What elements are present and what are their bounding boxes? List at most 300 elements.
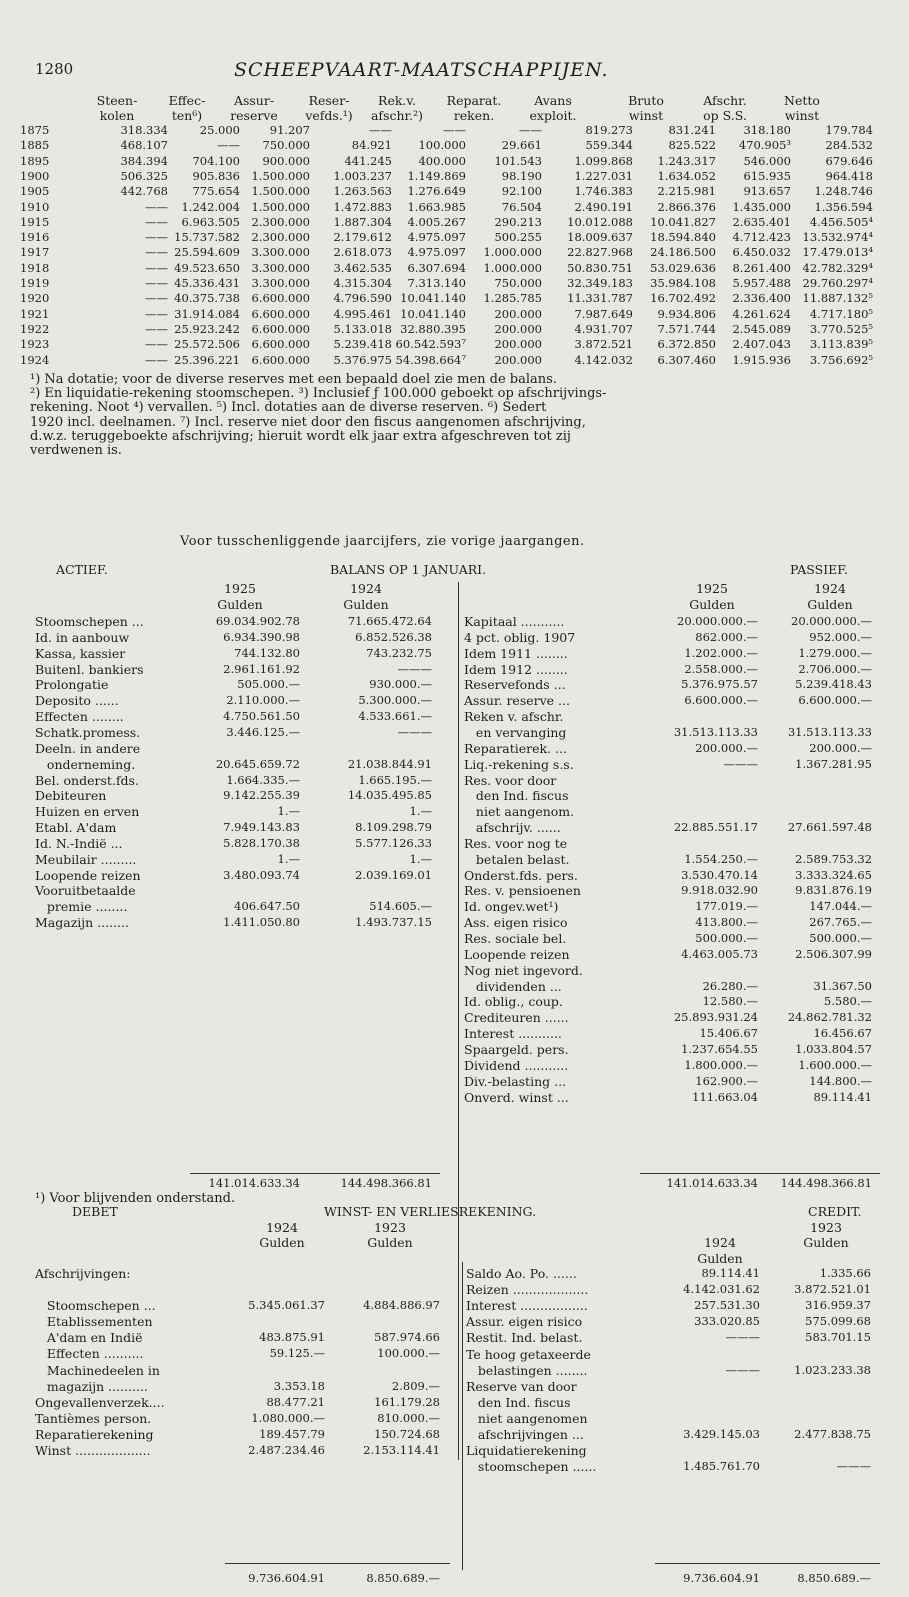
actief-1925: 3.446.125.— (226, 724, 300, 739)
actief-1925: 1.— (277, 851, 300, 866)
history-cell: 11.887.132⁵ (802, 291, 873, 306)
balans-year: 1925 (696, 581, 728, 596)
wv-credit-heading: CREDIT. (808, 1204, 862, 1219)
history-cell: 400.000 (418, 153, 466, 168)
passief-label: Reservefonds ... (464, 677, 566, 693)
credit-label: Reizen ................... (466, 1282, 589, 1298)
credit-label: afschrijvingen ... (466, 1427, 584, 1442)
history-cell: 6.372.850 (657, 337, 716, 352)
history-cell: 18.009.637 (567, 230, 633, 245)
passief-1925: 177.019.— (695, 899, 758, 914)
credit-1924: ——— (725, 1362, 760, 1377)
history-cell: 1.634.052 (657, 168, 716, 183)
passief-1925: ——— (723, 756, 758, 771)
credit-1923: 583.701.15 (805, 1330, 871, 1345)
history-cell: 318.180 (743, 123, 791, 137)
passief-1925: 3.530.470.14 (681, 867, 758, 882)
history-cell: 750.000 (494, 276, 542, 290)
credit-label: Assur. eigen risico (466, 1314, 583, 1330)
history-cell: 25.000 (199, 123, 240, 137)
passief-1925: 4.463.005.73 (681, 946, 758, 961)
history-cell: 4.975.097 (407, 230, 466, 245)
passief-total-rule (640, 1173, 880, 1174)
history-cell: —— (145, 214, 168, 229)
wv-year: 1924 (704, 1235, 736, 1250)
passief-label: Idem 1911 ........ (464, 645, 568, 661)
debet-1924: 59.125.— (269, 1346, 325, 1361)
passief-1925: 2.558.000.— (684, 661, 758, 676)
credit-total-1923: 8.850.689.— (797, 1571, 871, 1585)
passief-label: Res. sociale bel. (464, 931, 567, 946)
history-cell: 200.000 (494, 337, 542, 352)
passief-1924: 147.044.— (809, 899, 872, 914)
history-cell: 831.241 (668, 123, 716, 137)
debet-label: Effecten .......... (35, 1346, 144, 1362)
history-footnote: 1920 incl. deelnamen. ⁷) Incl. reserve niet door den fiscus aangenomen afschrijving, (30, 414, 586, 430)
history-cell: —— (443, 123, 466, 137)
actief-1925: 2.110.000.— (226, 693, 300, 708)
passief-total-1924: 144.498.366.81 (780, 1176, 872, 1190)
passief-1924: 267.765.— (809, 915, 872, 930)
passief-1924: 2.589.753.32 (795, 851, 872, 866)
passief-1925: 9.918.032.90 (681, 883, 758, 898)
passief-1924: 952.000.— (809, 629, 872, 644)
history-cell: 18.594.840 (650, 230, 716, 245)
actief-1924: 930.000.— (369, 677, 432, 692)
actief-label: Id. in aanbouw (35, 629, 130, 645)
history-cell: 100.000 (418, 138, 466, 153)
actief-label: Buitenl. bankiers (35, 661, 144, 677)
credit-1924: 257.531.30 (694, 1298, 760, 1313)
passief-label: Id. ongev.wet¹) (464, 899, 559, 915)
wv-year: 1923 (810, 1220, 842, 1235)
history-cell: 3.462.535 (333, 260, 392, 275)
history-cell: 6.307.694 (407, 260, 466, 275)
history-cell: 1.500.000 (251, 184, 310, 199)
passief-1924: 500.000.— (809, 931, 872, 945)
history-cell: 679.646 (825, 153, 873, 168)
balans-actief-heading: ACTIEF. (56, 562, 108, 577)
history-cell: 1.099.868 (574, 153, 633, 168)
history-year: 1923 (20, 337, 50, 352)
history-cell: 200.000 (494, 321, 542, 336)
passief-1925: 1.237.654.55 (681, 1041, 758, 1056)
history-cell: 1.285.785 (483, 291, 542, 306)
history-cell: 1.663.985 (407, 199, 466, 214)
history-cell: 1.243.317 (657, 153, 716, 168)
history-cell: 22.827.968 (567, 245, 633, 260)
credit-1924: 3.429.145.03 (683, 1427, 760, 1441)
passief-1925: 25.893.931.24 (673, 1010, 758, 1025)
credit-1923: 316.959.37 (805, 1298, 871, 1313)
debet-1924: 1.080.000.— (251, 1410, 325, 1425)
actief-label: Debiteuren (35, 788, 107, 804)
history-col-header: kolen (99, 108, 135, 123)
credit-1924: 4.142.031.62 (683, 1282, 760, 1297)
history-cell: 1.887.304 (333, 214, 392, 229)
debet-1923: 2.153.114.41 (363, 1443, 440, 1457)
history-cell: 76.504 (501, 199, 542, 214)
history-cell: —— (145, 291, 168, 306)
history-cell: 2.336.400 (732, 291, 791, 306)
passief-1925: 22.885.551.17 (673, 820, 758, 835)
passief-1925: 1.800.000.— (684, 1057, 758, 1072)
history-cell: 4.315.304 (333, 276, 392, 290)
actief-1924: 743.232.75 (366, 645, 432, 660)
history-cell: 40.375.738 (174, 291, 240, 306)
history-cell: 546.000 (743, 153, 791, 168)
history-cell: 25.572.506 (174, 337, 240, 352)
history-cell: 25.594.609 (174, 245, 240, 260)
history-note: Voor tusschenliggende jaarcijfers, zie vorige jaargangen. (180, 534, 585, 549)
passief-label: Idem 1912 ........ (464, 661, 568, 677)
passief-label: Loopende reizen (464, 946, 570, 962)
history-cell: 16.702.492 (650, 291, 716, 306)
history-cell: 3.756.692⁵ (809, 352, 873, 367)
history-cell: 470.905³ (738, 138, 791, 153)
history-footnote: ¹) Na dotatie; voor de diverse reserves met een bepaald doel zie men de balans. (30, 372, 557, 387)
debet-total-1924: 9.736.604.91 (248, 1571, 325, 1585)
credit-1923: 1.335.66 (819, 1266, 871, 1280)
history-cell: 500.255 (494, 230, 542, 245)
history-cell: 284.532 (825, 138, 873, 153)
passief-label: Liq.-rekening s.s. (464, 756, 574, 772)
history-cell: 3.300.000 (251, 260, 310, 275)
balans-passief-heading: PASSIEF. (790, 562, 848, 577)
debet-1923: 810.000.— (377, 1410, 440, 1425)
history-cell: 1.263.563 (333, 184, 392, 199)
debet-1923: 100.000.— (377, 1346, 440, 1361)
debet-1924: 88.477.21 (266, 1394, 325, 1409)
wv-unit: Gulden (367, 1235, 413, 1250)
credit-1924: 1.485.761.70 (683, 1459, 760, 1474)
history-cell: —— (145, 337, 168, 352)
actief-label: Deposito ...... (35, 693, 119, 709)
history-cell: 6.600.000 (251, 352, 310, 367)
actief-1925: 5.828.170.38 (223, 835, 300, 850)
history-cell: 6.600.000 (251, 321, 310, 336)
passief-1925: 12.580.— (702, 994, 758, 1009)
debet-1923: 161.179.28 (374, 1394, 440, 1409)
balans-title: BALANS OP 1 JANUARI. (330, 562, 487, 577)
history-cell: 1.472.883 (333, 199, 392, 214)
history-cell: 98.190 (501, 168, 542, 183)
history-cell: —— (369, 123, 392, 137)
debet-label: A'dam en Indië (35, 1330, 143, 1346)
debet-1923: 150.724.68 (374, 1426, 440, 1441)
history-cell: 1.248.746 (814, 184, 873, 199)
history-cell: 31.914.084 (174, 306, 240, 321)
history-cell: 1.746.383 (574, 184, 633, 199)
actief-1925: 20.645.659.72 (215, 756, 300, 771)
actief-1925: 7.949.143.83 (223, 820, 300, 835)
history-year: 1910 (20, 199, 50, 214)
history-cell: 1.356.594 (814, 199, 873, 214)
history-cell: 5.376.975 (333, 352, 392, 367)
history-col-header: Rek.v. (378, 93, 416, 108)
history-cell: —— (145, 276, 168, 290)
history-cell: 7.571.744 (657, 321, 716, 336)
history-col-header: Reparat. (446, 93, 502, 108)
history-col-header: vefds.¹) (305, 108, 353, 123)
actief-1924: 2.039.169.01 (355, 867, 432, 882)
wv-title: WINST- EN VERLIESREKENING. (324, 1204, 537, 1219)
passief-label: Reparatierek. ... (464, 740, 567, 756)
wv-year: 1924 (266, 1220, 298, 1235)
credit-label: Saldo Ao. Po. ...... (466, 1266, 577, 1281)
history-col-header: Avans (534, 93, 572, 108)
history-year: 1905 (20, 184, 50, 199)
balans-year: 1924 (814, 581, 846, 596)
passief-1924: 144.800.— (809, 1073, 872, 1088)
actief-1925: 69.034.902.78 (215, 614, 300, 628)
balans-footnote: ¹) Voor blijvenden onderstand. (35, 1191, 236, 1206)
history-col-header: reserve (230, 108, 278, 123)
history-cell: 11.331.787 (567, 291, 633, 306)
actief-1924: 14.035.495.85 (347, 788, 432, 803)
history-cell: 775.654 (192, 184, 240, 199)
history-cell: 4.261.624 (732, 306, 791, 321)
actief-label: Bel. onderst.fds. (35, 772, 139, 788)
passief-label: Onverd. winst ... (464, 1089, 569, 1105)
history-cell: 900.000 (262, 153, 310, 168)
passief-label: Interest ........... (464, 1026, 562, 1042)
history-cell: 7.987.649 (574, 306, 633, 321)
history-cell: 84.921 (351, 138, 392, 153)
actief-1925: 406.647.50 (234, 899, 300, 914)
history-col-header: exploit. (529, 108, 577, 123)
actief-1925: 4.750.561.50 (223, 709, 300, 724)
history-cell: 25.923.242 (174, 321, 240, 336)
credit-total-1924: 9.736.604.91 (683, 1571, 760, 1585)
balans-year: 1924 (350, 581, 382, 596)
history-cell: 2.215.981 (657, 184, 716, 199)
credit-label: Restit. Ind. belast. (466, 1330, 583, 1346)
debet-1924: 189.457.79 (259, 1426, 325, 1441)
passief-label: Reken v. afschr. (464, 709, 564, 725)
actief-1924: 21.038.844.91 (347, 756, 432, 771)
actief-1925: 505.000.— (237, 677, 300, 692)
history-cell: 25.396.221 (174, 352, 240, 367)
passief-label: betalen belast. (464, 851, 570, 867)
actief-1925: 3.480.093.74 (223, 867, 300, 882)
history-cell: 4.142.032 (574, 352, 633, 367)
history-cell: 45.336.431 (174, 276, 240, 290)
actief-total-rule (190, 1173, 440, 1174)
passief-1924: 5.580.— (823, 994, 872, 1009)
debet-1924: 5.345.061.37 (248, 1298, 325, 1313)
debet-label: magazijn .......... (35, 1378, 148, 1394)
history-cell: 3.300.000 (251, 276, 310, 290)
debet-1923: 4.884.886.97 (363, 1298, 440, 1313)
history-cell: —— (145, 199, 168, 214)
balans-unit: Gulden (689, 597, 735, 612)
passief-label: niet aangenom. (464, 804, 575, 820)
actief-label: Prolongatie (35, 677, 109, 693)
actief-1924: 6.852.526.38 (355, 629, 432, 644)
actief-label: Vooruitbetaalde (35, 883, 136, 899)
passief-label: Assur. reserve ... (464, 693, 570, 709)
passief-1925: 6.600.000.— (684, 693, 758, 708)
passief-1925: 111.663.04 (692, 1089, 758, 1104)
passief-label: Res. voor nog te (464, 835, 568, 851)
history-cell: 200.000 (494, 306, 542, 321)
passief-label: Onderst.fds. pers. (464, 867, 578, 883)
debet-1924: 2.487.234.46 (248, 1443, 325, 1457)
history-cell: 506.325 (120, 168, 168, 183)
history-cell: 200.000 (494, 352, 542, 367)
actief-1924: 1.665.195.— (358, 772, 432, 787)
passief-1924: 5.239.418.43 (795, 677, 872, 692)
history-cell: —— (519, 123, 542, 137)
actief-label: premie ........ (35, 899, 128, 915)
history-cell: —— (145, 260, 168, 275)
passief-1925: 15.406.67 (699, 1026, 758, 1041)
passief-1925: 1.202.000.— (684, 645, 758, 660)
history-cell: 1.227.031 (574, 168, 633, 183)
actief-label: Loopende reizen (35, 867, 141, 883)
history-col-header: Effec- (168, 93, 206, 108)
actief-label: Effecten ........ (35, 709, 124, 725)
history-cell: 913.657 (743, 184, 791, 199)
history-cell: 42.782.329⁴ (802, 260, 873, 275)
history-year: 1918 (20, 260, 50, 275)
history-cell: 13.532.974⁴ (802, 230, 873, 245)
passief-1925: 862.000.— (695, 629, 758, 644)
history-cell: 1.435.000 (732, 199, 791, 214)
passief-label: Kapitaal ........... (464, 614, 565, 629)
page-number: 1280 (35, 60, 74, 78)
history-cell: 91.207 (269, 123, 310, 137)
credit-label: Interest ................. (466, 1298, 588, 1314)
history-cell: 6.600.000 (251, 291, 310, 306)
credit-label: Reserve van door (466, 1378, 577, 1394)
history-year: 1919 (20, 276, 50, 290)
passief-label: afschrijv. ...... (464, 820, 561, 836)
actief-label: Stoomschepen ... (35, 614, 144, 629)
history-cell: 2.635.401 (732, 214, 791, 229)
history-cell: 1.915.936 (732, 352, 791, 367)
debet-label: Stoomschepen ... (35, 1298, 156, 1314)
history-col-header: Netto (784, 93, 820, 108)
history-cell: 15.737.582 (174, 230, 240, 245)
history-cell: 101.543 (494, 153, 542, 168)
history-col-header: Steen- (96, 93, 138, 108)
passief-label: Dividend ........... (464, 1057, 569, 1073)
page-title: SCHEEPVAART-MAATSCHAPPIJEN. (234, 59, 609, 81)
actief-1924: 1.493.737.15 (355, 915, 432, 930)
history-cell: 964.418 (825, 168, 873, 183)
history-col-header: winst (784, 108, 820, 123)
history-cell: 179.784 (825, 123, 873, 137)
debet-1923: 587.974.66 (374, 1330, 440, 1345)
history-cell: 29.760.297⁴ (802, 276, 873, 290)
history-cell: 468.107 (120, 138, 168, 153)
history-cell: 5.957.488 (732, 276, 791, 290)
credit-1923: 1.023.233.38 (794, 1362, 871, 1377)
history-cell: 318.334 (120, 123, 168, 137)
credit-label: stoomschepen ...... (466, 1459, 597, 1475)
history-cell: 3.872.521 (574, 337, 633, 352)
history-cell: 441.245 (344, 153, 392, 168)
debet-total-1923: 8.850.689.— (366, 1571, 440, 1585)
actief-1924: 5.300.000.— (358, 693, 432, 708)
history-cell: 750.000 (262, 138, 310, 153)
actief-1925: 6.934.390.98 (223, 629, 300, 644)
debet-label: Etablissementen (35, 1314, 153, 1330)
passief-1924: 24.862.781.32 (787, 1010, 872, 1025)
passief-1925: 1.554.250.— (684, 851, 758, 866)
debet-label: Tantièmes person. (35, 1410, 152, 1426)
passief-1924: 89.114.41 (813, 1089, 872, 1104)
actief-1924: 5.577.126.33 (355, 835, 432, 850)
history-cell: 2.179.612 (333, 230, 392, 245)
actief-1925: 1.— (277, 804, 300, 819)
actief-label: Schatk.promess. (35, 724, 141, 740)
history-cell: 4.975.097 (407, 245, 466, 260)
history-cell: 2.407.043 (732, 337, 791, 352)
passief-1924: 9.831.876.19 (795, 883, 872, 898)
history-cell: 6.600.000 (251, 337, 310, 352)
history-cell: 1.003.237 (333, 168, 392, 183)
credit-1923: ——— (836, 1459, 871, 1474)
actief-total-1925: 141.014.633.34 (208, 1176, 300, 1190)
history-cell: 825.522 (668, 138, 716, 153)
history-year: 1920 (20, 291, 50, 306)
passief-label: Id. oblig., coup. (464, 994, 563, 1010)
wv-year: 1923 (374, 1220, 406, 1235)
history-cell: 4.931.707 (574, 321, 633, 336)
credit-1923: 2.477.838.75 (794, 1427, 871, 1441)
history-cell: 8.261.400 (732, 260, 791, 275)
passief-1925: 5.376.975.57 (681, 677, 758, 692)
passief-1924: 20.000.000.— (791, 614, 872, 628)
history-footnote: d.w.z. teruggeboekte afschrijving; hieruit wordt elk jaar extra afgeschreven tot zij (30, 428, 571, 444)
history-year: 1885 (20, 138, 50, 153)
history-footnote: ²) En liquidatie-rekening stoomschepen. ³) Inclusief ƒ 100.000 geboekt op afschrijvings- (30, 386, 607, 402)
history-cell: —— (217, 138, 240, 153)
history-cell: 4.717.180⁵ (809, 306, 873, 321)
history-cell: 54.398.664⁷ (395, 352, 466, 367)
history-col-header: ten⁶) (171, 108, 203, 123)
passief-1925: 200.000.— (695, 740, 758, 755)
history-year: 1915 (20, 214, 50, 229)
passief-1924: 31.367.50 (813, 978, 872, 993)
history-col-header: op S.S. (703, 108, 747, 123)
passief-label: Spaargeld. pers. (464, 1041, 569, 1057)
history-cell: 1.276.649 (407, 184, 466, 199)
actief-1924: 8.109.298.79 (355, 820, 432, 835)
actief-1925: 9.142.255.39 (223, 788, 300, 803)
history-cell: 4.796.590 (333, 291, 392, 306)
credit-label: belastingen ........ (466, 1362, 588, 1378)
debet-label: Winst ................... (35, 1443, 151, 1458)
actief-1924: ——— (397, 661, 432, 676)
history-cell: 92.100 (501, 184, 542, 199)
passief-label: Crediteuren ...... (464, 1010, 569, 1026)
history-cell: 35.984.108 (650, 276, 716, 290)
history-cell: 3.770.525⁵ (809, 321, 873, 336)
history-year: 1895 (20, 153, 50, 168)
balans-unit: Gulden (807, 597, 853, 612)
actief-1924: ——— (397, 724, 432, 739)
credit-label: Liquidatierekening (466, 1443, 587, 1459)
passief-1924: 1.279.000.— (798, 645, 872, 660)
passief-1925: 500.000.— (695, 931, 758, 945)
history-col-header: Bruto (628, 93, 664, 108)
passief-label: Ass. eigen risico (464, 915, 568, 931)
credit-1923: 575.099.68 (805, 1314, 871, 1329)
